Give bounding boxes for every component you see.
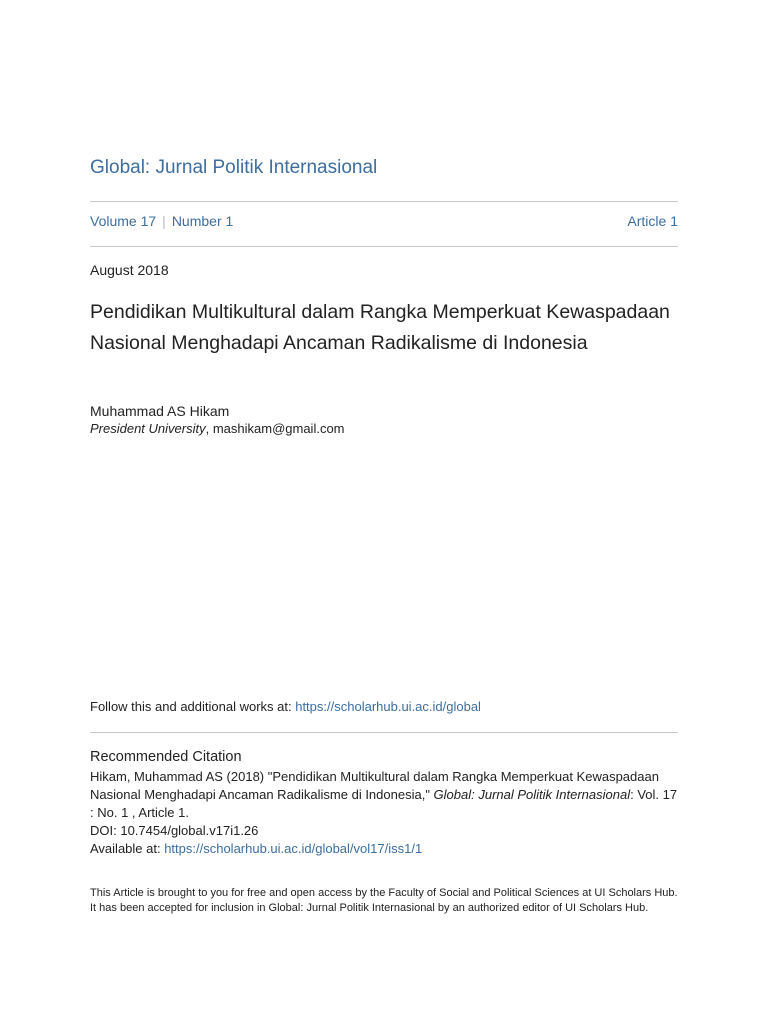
publication-date: August 2018 [90,262,169,278]
divider-citation [90,732,678,733]
divider-top [90,201,678,202]
author-name: Muhammad AS Hikam [90,403,230,419]
citation-journal: Global: Jurnal Politik Internasional [433,787,631,802]
citation-text: Hikam, Muhammad AS (2018) "Pendidikan Multikultural dalam Rangka Memperkuat Kewaspadaan Nasional Menghadapi Ancaman Radikalisme di Indonesia," [90,769,659,802]
citation-volume: : Vol. 17 : No. 1 , Article 1. [90,787,678,820]
volume-link[interactable]: Volume 17 [90,213,157,229]
divider-issue [90,246,678,247]
journal-title-link[interactable]: Global: Jurnal Politik Internasional [90,157,378,178]
issue-bar [90,213,678,229]
recommended-citation-heading: Recommended Citation [90,749,242,765]
issue-separator: | [162,213,166,229]
available-label: Available at: [90,841,165,856]
follow-line [90,699,481,714]
follow-text: Follow this and additional works at: [90,699,296,714]
author-affiliation [90,421,345,436]
citation-block [90,768,678,858]
open-access-note: This Article is brought to you for free and open access by the Faculty of Social and Political Sciences at UI Scholars Hub. It has been accepted for inclusion in Global: Jurnal Politik Internasional by an authorized editor of UI Scholars Hub. [90,887,678,914]
cover-page [90,0,678,1024]
author-email: , mashikam@gmail.com [205,421,345,436]
article-number-link[interactable]: Article 1 [627,213,678,229]
article-url-link[interactable]: https://scholarhub.ui.ac.id/global/vol17/iss1/1 [164,841,423,856]
affiliation-name: President University [90,421,206,436]
number-link[interactable]: Number 1 [171,213,234,229]
collection-link[interactable]: https://scholarhub.ui.ac.id/global [295,699,481,714]
citation-doi: DOI: 10.7454/global.v17i1.26 [90,823,259,838]
article-title: Pendidikan Multikultural dalam Rangka Memperkuat Kewaspadaan Nasional Menghadapi Ancaman Radikalisme di Indonesia [90,301,670,354]
